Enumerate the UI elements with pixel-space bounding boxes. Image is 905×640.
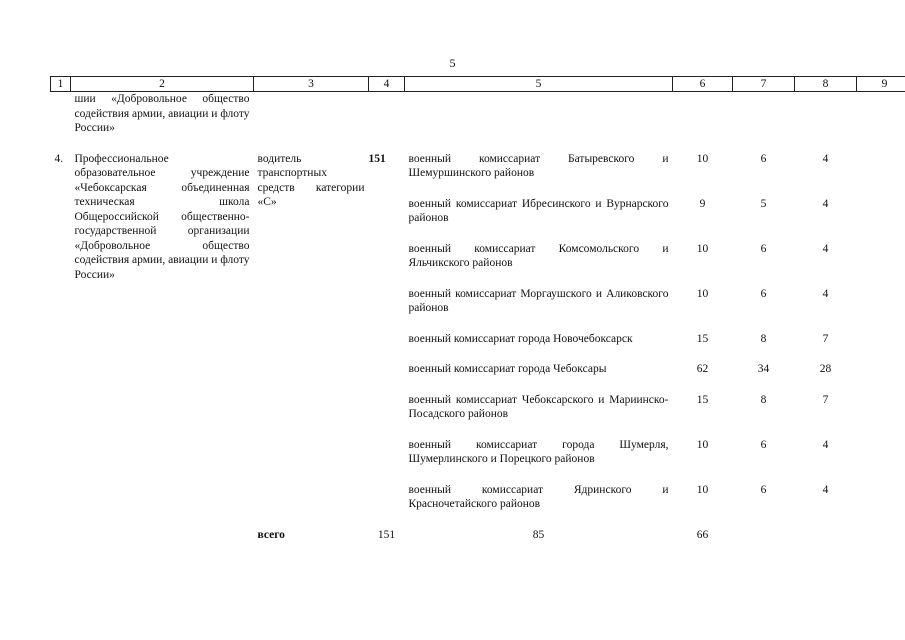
continuation-row: [51, 92, 905, 136]
commissariat-name: военный комиссариат Чебоксарского и Мариинско-Посадского районов: [408, 393, 669, 420]
value-col-7: 6: [760, 242, 767, 255]
total-row: [51, 528, 905, 543]
header-col-1: 1: [51, 77, 71, 92]
value-col-6: 10: [696, 152, 709, 165]
value-col-8: 4: [822, 152, 829, 165]
total-col-7: 85: [532, 528, 545, 541]
value-col-6: 10: [696, 287, 709, 300]
header-col-8: 8: [795, 77, 857, 92]
value-col-8: 4: [822, 438, 829, 451]
value-col-6: 10: [696, 438, 709, 451]
value-col-8: 4: [822, 287, 829, 300]
value-col-8: 4: [822, 197, 829, 210]
total-col-6: 151: [377, 528, 396, 541]
commissariat-name: военный комиссариат Ибресинского и Вурнарского районов: [408, 197, 669, 224]
value-col-6: 9: [699, 197, 706, 210]
header-col-7: 7: [733, 77, 795, 92]
value-col-6: 10: [696, 242, 709, 255]
value-col-6: 62: [696, 363, 709, 375]
commissariat-name: военный комиссариат города Шумерля, Шумерлинского и Порецкого районов: [408, 438, 669, 465]
value-col-7: 6: [760, 287, 767, 300]
commissariat-name: военный комиссариат города Новочебоксарск: [408, 332, 633, 345]
value-col-8: 4: [822, 242, 829, 255]
commissariat-name: военный комиссариат Батыревского и Шемуршинского районов: [408, 152, 669, 179]
header-col-9: 9: [857, 77, 905, 92]
value-col-8: 7: [822, 393, 829, 406]
vehicle-category: водитель транспортных средств категории «С»: [257, 152, 365, 208]
value-col-8: 4: [822, 483, 829, 496]
header-col-4: 4: [369, 77, 405, 92]
commissariat-name: военный комиссариат Комсомольского и Яльчикского районов: [408, 242, 669, 269]
value-col-8: 7: [822, 332, 829, 345]
value-col-6: 10: [696, 483, 709, 496]
continuation-text: шии «Добровольное общество содействия армии, авиации и флоту России»: [74, 93, 250, 134]
value-col-7: 6: [760, 152, 767, 165]
value-col-7: 5: [760, 197, 767, 210]
entry-index: 4.: [54, 152, 64, 165]
institution-name: Профессиональное образовательное учреждение «Чебоксарская объединенная техническая школа Общероссийской общественно-государственной организации «Добровольное общество содействия армии, авиации и флоту России»: [74, 152, 250, 281]
header-col-5: 5: [405, 77, 673, 92]
value-col-7: 6: [760, 438, 767, 451]
header-col-6: 6: [673, 77, 733, 92]
commissariat-name: военный комиссариат Моргаушского и Аликовского районов: [408, 287, 669, 314]
commissariat-name: военный комиссариат города Чебоксары: [408, 363, 607, 375]
value-col-7: 8: [760, 393, 767, 406]
total-label: всего: [257, 528, 285, 541]
value-col-6: 15: [696, 393, 709, 406]
column-number-header: [51, 77, 905, 92]
page-number: 5: [449, 56, 456, 70]
total-col-8: 66: [696, 528, 709, 541]
value-col-7: 8: [760, 332, 767, 345]
allocation-table: [50, 76, 905, 542]
value-col-7: 34: [757, 363, 770, 375]
total-count: 151: [368, 152, 386, 165]
commissariat-name: военный комиссариат Ядринского и Красночетайского районов: [408, 483, 669, 510]
value-col-8: 28: [819, 363, 832, 375]
header-col-3: 3: [254, 77, 369, 92]
table-row: [51, 152, 905, 181]
value-col-7: 6: [760, 483, 767, 496]
value-col-6: 15: [696, 332, 709, 345]
header-col-2: 2: [71, 77, 254, 92]
